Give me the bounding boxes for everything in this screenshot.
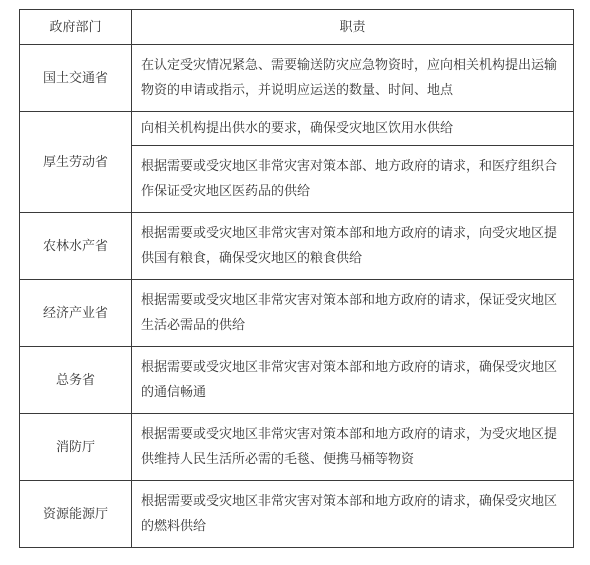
duty-cell: 根据需要或受灾地区非常灾害对策本部和地方政府的请求，保证受灾地区生活必需品的供给 <box>132 280 574 347</box>
duty-cell: 根据需要或受灾地区非常灾害对策本部和地方政府的请求，为受灾地区提供维持人民生活所必需的毛毯、便携马桶等物资 <box>132 414 574 481</box>
department-cell: 厚生劳动省 <box>20 112 132 213</box>
department-cell: 总务省 <box>20 347 132 414</box>
header-row <box>20 10 574 45</box>
table-row <box>20 112 574 146</box>
duty-cell: 根据需要或受灾地区非常灾害对策本部和地方政府的请求，确保受灾地区的通信畅通 <box>132 347 574 414</box>
duty-cell: 根据需要或受灾地区非常灾害对策本部和地方政府的请求，向受灾地区提供国有粮食，确保受灾地区的粮食供给 <box>132 213 574 280</box>
department-cell: 国土交通省 <box>20 45 132 112</box>
table-row <box>20 347 574 414</box>
table-body <box>20 45 574 548</box>
table-header <box>20 10 574 45</box>
department-cell: 农林水产省 <box>20 213 132 280</box>
duty-cell: 在认定受灾情况紧急、需要输送防灾应急物资时，应向相关机构提出运输物资的申请或指示，并说明应运送的数量、时间、地点 <box>132 45 574 112</box>
duty-cell: 向相关机构提出供水的要求，确保受灾地区饮用水供给 <box>132 112 574 146</box>
table-row <box>20 481 574 548</box>
table-row <box>20 45 574 112</box>
table-row <box>20 213 574 280</box>
responsibility-table-container <box>19 9 573 548</box>
header-department: 政府部门 <box>20 10 132 45</box>
department-cell: 经济产业省 <box>20 280 132 347</box>
header-duties: 职责 <box>132 10 574 45</box>
department-cell: 消防厅 <box>20 414 132 481</box>
duty-cell: 根据需要或受灾地区非常灾害对策本部和地方政府的请求，确保受灾地区的燃料供给 <box>132 481 574 548</box>
table-row <box>20 414 574 481</box>
table-row <box>20 280 574 347</box>
duty-cell: 根据需要或受灾地区非常灾害对策本部、地方政府的请求，和医疗组织合作保证受灾地区医药品的供给 <box>132 146 574 213</box>
department-responsibility-table <box>19 9 574 548</box>
department-cell: 资源能源厅 <box>20 481 132 548</box>
